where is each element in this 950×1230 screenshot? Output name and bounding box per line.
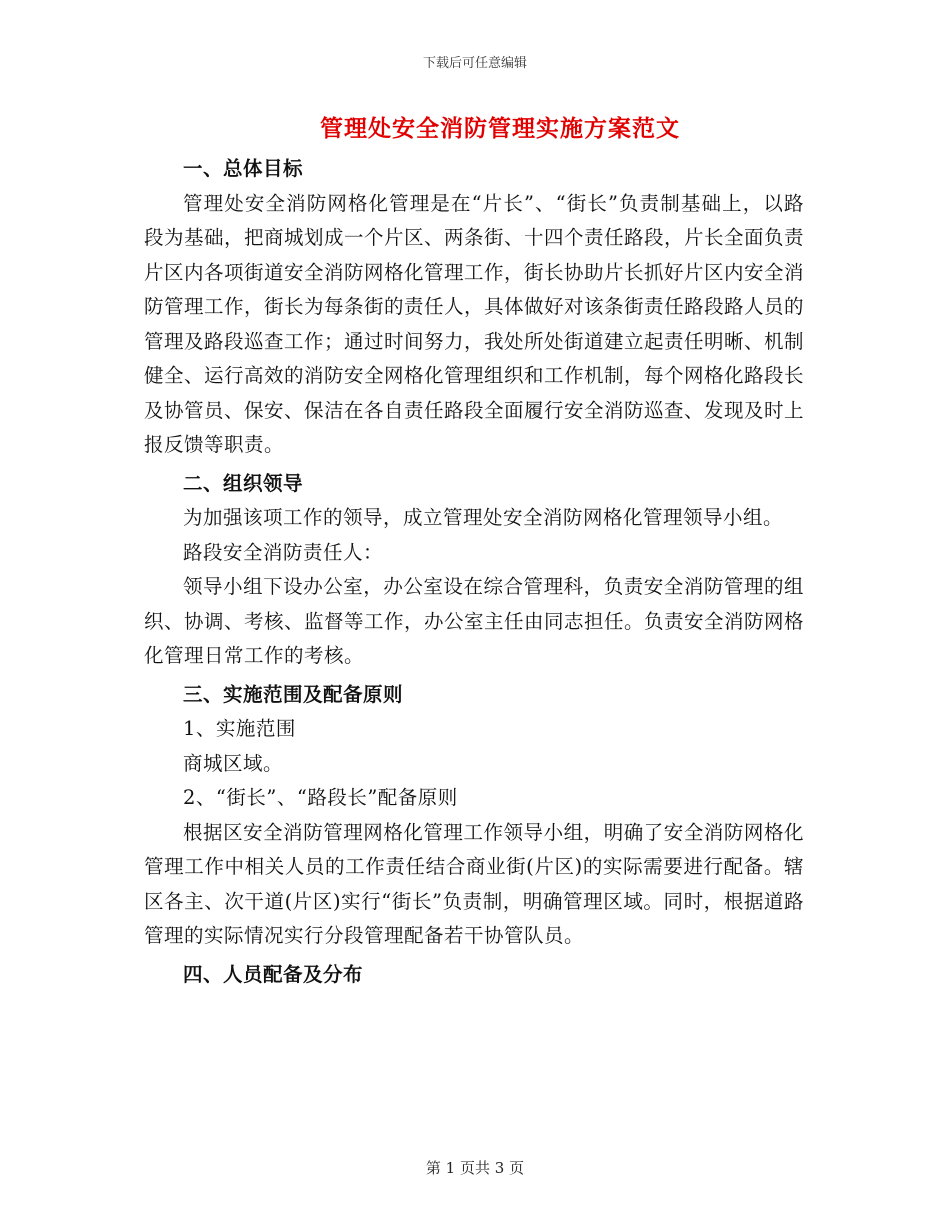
paragraph-4: 领导小组下设办公室，办公室设在综合管理科，负责安全消防管理的组织、协调、考核、监督等工作，办公室主任由同志担任。负责安全消防网格化管理日常工作的考核。 (144, 575, 805, 667)
paragraph-5: 商城区域。 (183, 751, 284, 775)
document-body (144, 150, 804, 992)
section-heading-4: 四、人员配备及分布 (183, 962, 364, 986)
subheading-1: 1、实施范围 (183, 717, 296, 740)
page-footer: 第 1 页共 3 页 (425, 1159, 525, 1177)
subheading-2: 2、“街长”、“路段长”配备原则 (183, 786, 458, 809)
section-heading-2: 二、组织领导 (183, 471, 304, 495)
paragraph-6: 根据区安全消防管理网格化管理工作领导小组，明确了安全消防网格化管理工作中相关人员的工作责任结合商业街(片区)的实际需要进行配备。辖区各主、次干道(片区)实行“街长”负责制，明确管理区域。同时，根据道路管理的实际情况实行分段管理配备若干协管队员。 (144, 820, 804, 947)
page-header: 下载后可任意编辑 (422, 56, 527, 71)
paragraph-2: 为加强该项工作的领导，成立管理处安全消防网格化管理领导小组。 (183, 506, 784, 529)
paragraph-3: 路段安全消防责任人： (183, 540, 384, 564)
document-title: 管理处安全消防管理实施方案范文 (320, 115, 680, 142)
paragraph-1: 管理处安全消防网格化管理是在“片长”、“街长”负责制基础上，以路段为基础，把商城划成一个片区、两条街、十四个责任路段，片长全面负责片区内各项街道安全消防网格化管理工作，街长协助片长抓好片区内安全消防管理工作，街长为每条街的责任人，具体做好对该条街责任路段路人员的管理及路段巡查工作；通过时间努力，我处所处街道建立起责任明晰、机制健全、运行高效的消防安全网格化管理组织和工作机制，每个网格化路段长及协管员、保安、保洁在各自责任路段全面履行安全消防巡查、发现及时上报反馈等职责。 (144, 191, 805, 456)
section-heading-3: 三、实施范围及配备原则 (183, 682, 404, 706)
section-heading-1: 一、总体目标 (183, 157, 304, 180)
